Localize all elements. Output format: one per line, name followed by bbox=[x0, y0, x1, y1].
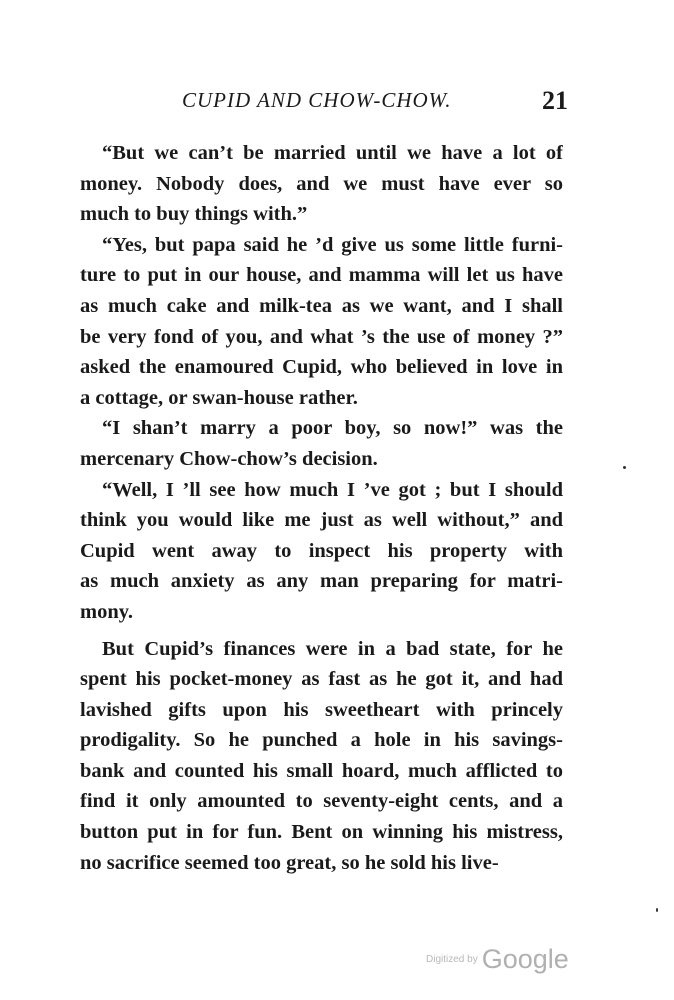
text-line: mercenary Chow-chow’s decision. bbox=[80, 447, 378, 470]
text-line: spent his pocket-money as fast as he got it, and had bbox=[80, 668, 563, 691]
text-line: “Yes, but papa said he ’d give us some little furni- bbox=[102, 233, 563, 256]
text-line: “I shan’t marry a poor boy, so now!” was the bbox=[102, 417, 563, 440]
text-line: be very fond of you, and what ’s the use of money ?” bbox=[80, 325, 563, 348]
text-line: mony. bbox=[80, 600, 133, 623]
page-number: 21 bbox=[542, 86, 568, 115]
text-line: ture to put in our house, and mamma will let us have bbox=[80, 264, 563, 287]
scan-speck bbox=[656, 908, 658, 912]
text-line: prodigality. So he punched a hole in his savings- bbox=[80, 729, 563, 752]
text-line: But Cupid’s finances were in a bad state, for he bbox=[102, 637, 563, 660]
watermark-logo: Google bbox=[481, 944, 569, 974]
text-line: lavished gifts upon his sweetheart with princely bbox=[80, 698, 563, 721]
text-line: find it only amounted to seventy-eight cents, and a bbox=[80, 790, 563, 813]
running-title: CUPID AND CHOW-CHOW. bbox=[182, 88, 452, 112]
text-line: asked the enamoured Cupid, who believed in love in bbox=[80, 356, 563, 379]
text-line: no sacrifice seemed too great, so he sold his live- bbox=[80, 851, 499, 874]
text-line: bank and counted his small hoard, much afflicted to bbox=[80, 759, 563, 782]
text-line: button put in for fun. Bent on winning his mistress, bbox=[80, 821, 563, 844]
digitized-watermark bbox=[426, 944, 569, 980]
watermark-prefix: Digitized by bbox=[426, 954, 478, 965]
text-line: a cottage, or swan-house rather. bbox=[80, 386, 358, 409]
running-head bbox=[80, 88, 570, 120]
text-line: think you would like me just as well without,” and bbox=[80, 509, 563, 532]
scan-speck bbox=[623, 466, 626, 469]
text-line: as much cake and milk-tea as we want, and I shall bbox=[80, 294, 563, 317]
text-line: as much anxiety as any man preparing for matri- bbox=[80, 570, 563, 593]
text-line: “Well, I ’ll see how much I ’ve got ; but I should bbox=[102, 478, 563, 501]
text-line: much to buy things with.” bbox=[80, 203, 308, 226]
text-line: money. Nobody does, and we must have ever so bbox=[80, 172, 563, 195]
text-line: “But we can’t be married until we have a lot of bbox=[102, 142, 563, 164]
body-text bbox=[80, 138, 563, 878]
text-line: Cupid went away to inspect his property with bbox=[80, 539, 563, 562]
